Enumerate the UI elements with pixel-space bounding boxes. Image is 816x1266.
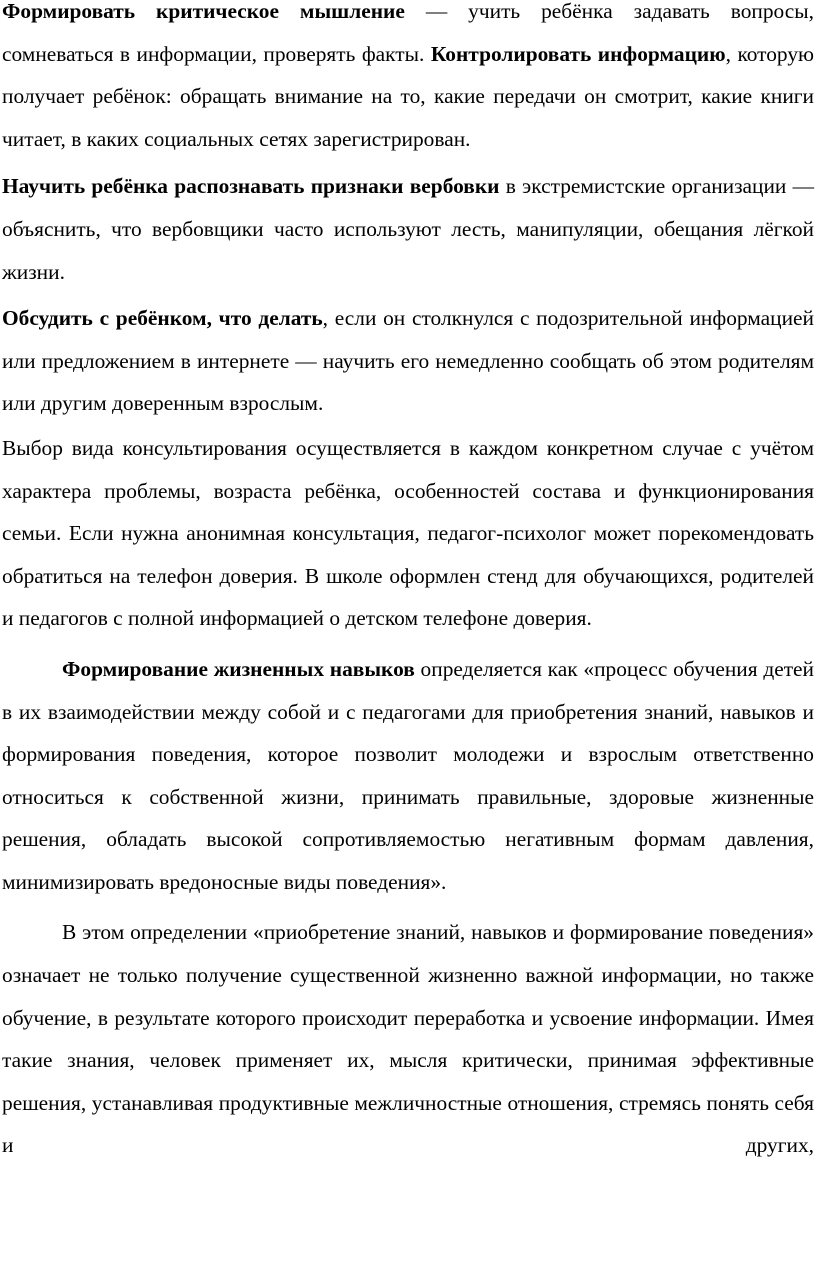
paragraph-life-skills-definition (2, 648, 814, 904)
paragraph-recruitment-signs (2, 165, 814, 293)
paragraph-text: , если он столкнулся с подозрительной информацией или предложением в интернете — научить его немедленно сообщать об этом родителям или другим доверенным взрослым. (2, 306, 814, 416)
bold-phrase: Научить ребёнка распознавать признаки вербовки (2, 174, 500, 199)
paragraph-discuss-actions (2, 297, 814, 425)
paragraph-text: определяется как «процесс обучения детей в их взаимодействии между собой и с педагогами для приобретения знаний, навыков и формирования поведения, которое позволит молодежи и взрослым ответственно относиться к собственной жизни, принимать правильные, здоровые жизненные решения, обладать высокой сопротивляемостью негативным формам давления, минимизировать вредоносные виды поведения». (2, 656, 814, 894)
paragraph-text: в экстремистские организации — объяснить, что вербовщики часто используют лесть, манипуляции, обещания лёгкой жизни. (2, 174, 814, 284)
bold-phrase: Формирование жизненных навыков (62, 656, 415, 681)
bold-phrase: Контролировать информацию (430, 41, 726, 66)
paragraph-text: В этом определении «приобретение знаний, навыков и формирование поведения» означает не только получение существенной жизненно важной информации, но также обучение, в результате которого происходит переработка и усвоение информации. Имея такие знания, человек применяет их, мысля критически, принимая эффективные решения, устанавливая продуктивные межличностные отношения, стремясь понять себя и других, (2, 920, 814, 1158)
paragraph-definition-explanation (2, 911, 814, 1167)
paragraph-text: , которую получает ребёнок: обращать внимание на то, какие передачи он смотрит, какие книги читает, в каких социальных сетях зарегистрирован. (2, 41, 815, 151)
bold-phrase: Обсудить с ребёнком, что делать (2, 306, 323, 331)
paragraph-critical-thinking (2, 0, 814, 160)
paragraph-text: Выбор вида консультирования осуществляется в каждом конкретном случае с учётом характера проблемы, возраста ребёнка, особенностей состава и функционирования семьи. Если нужна анонимная консультация, педагог-психолог может порекомендовать обратиться на телефон доверия. В школе оформлен стенд для обучающихся, родителей и педагогов с полной информацией о детском телефоне доверия. (2, 435, 814, 631)
paragraph-text: — учить ребёнка задавать вопросы, сомневаться в информации, проверять факты. (2, 0, 814, 66)
bold-phrase: Формировать критическое мышление (2, 0, 405, 23)
paragraph-consulting-choice (2, 427, 814, 640)
